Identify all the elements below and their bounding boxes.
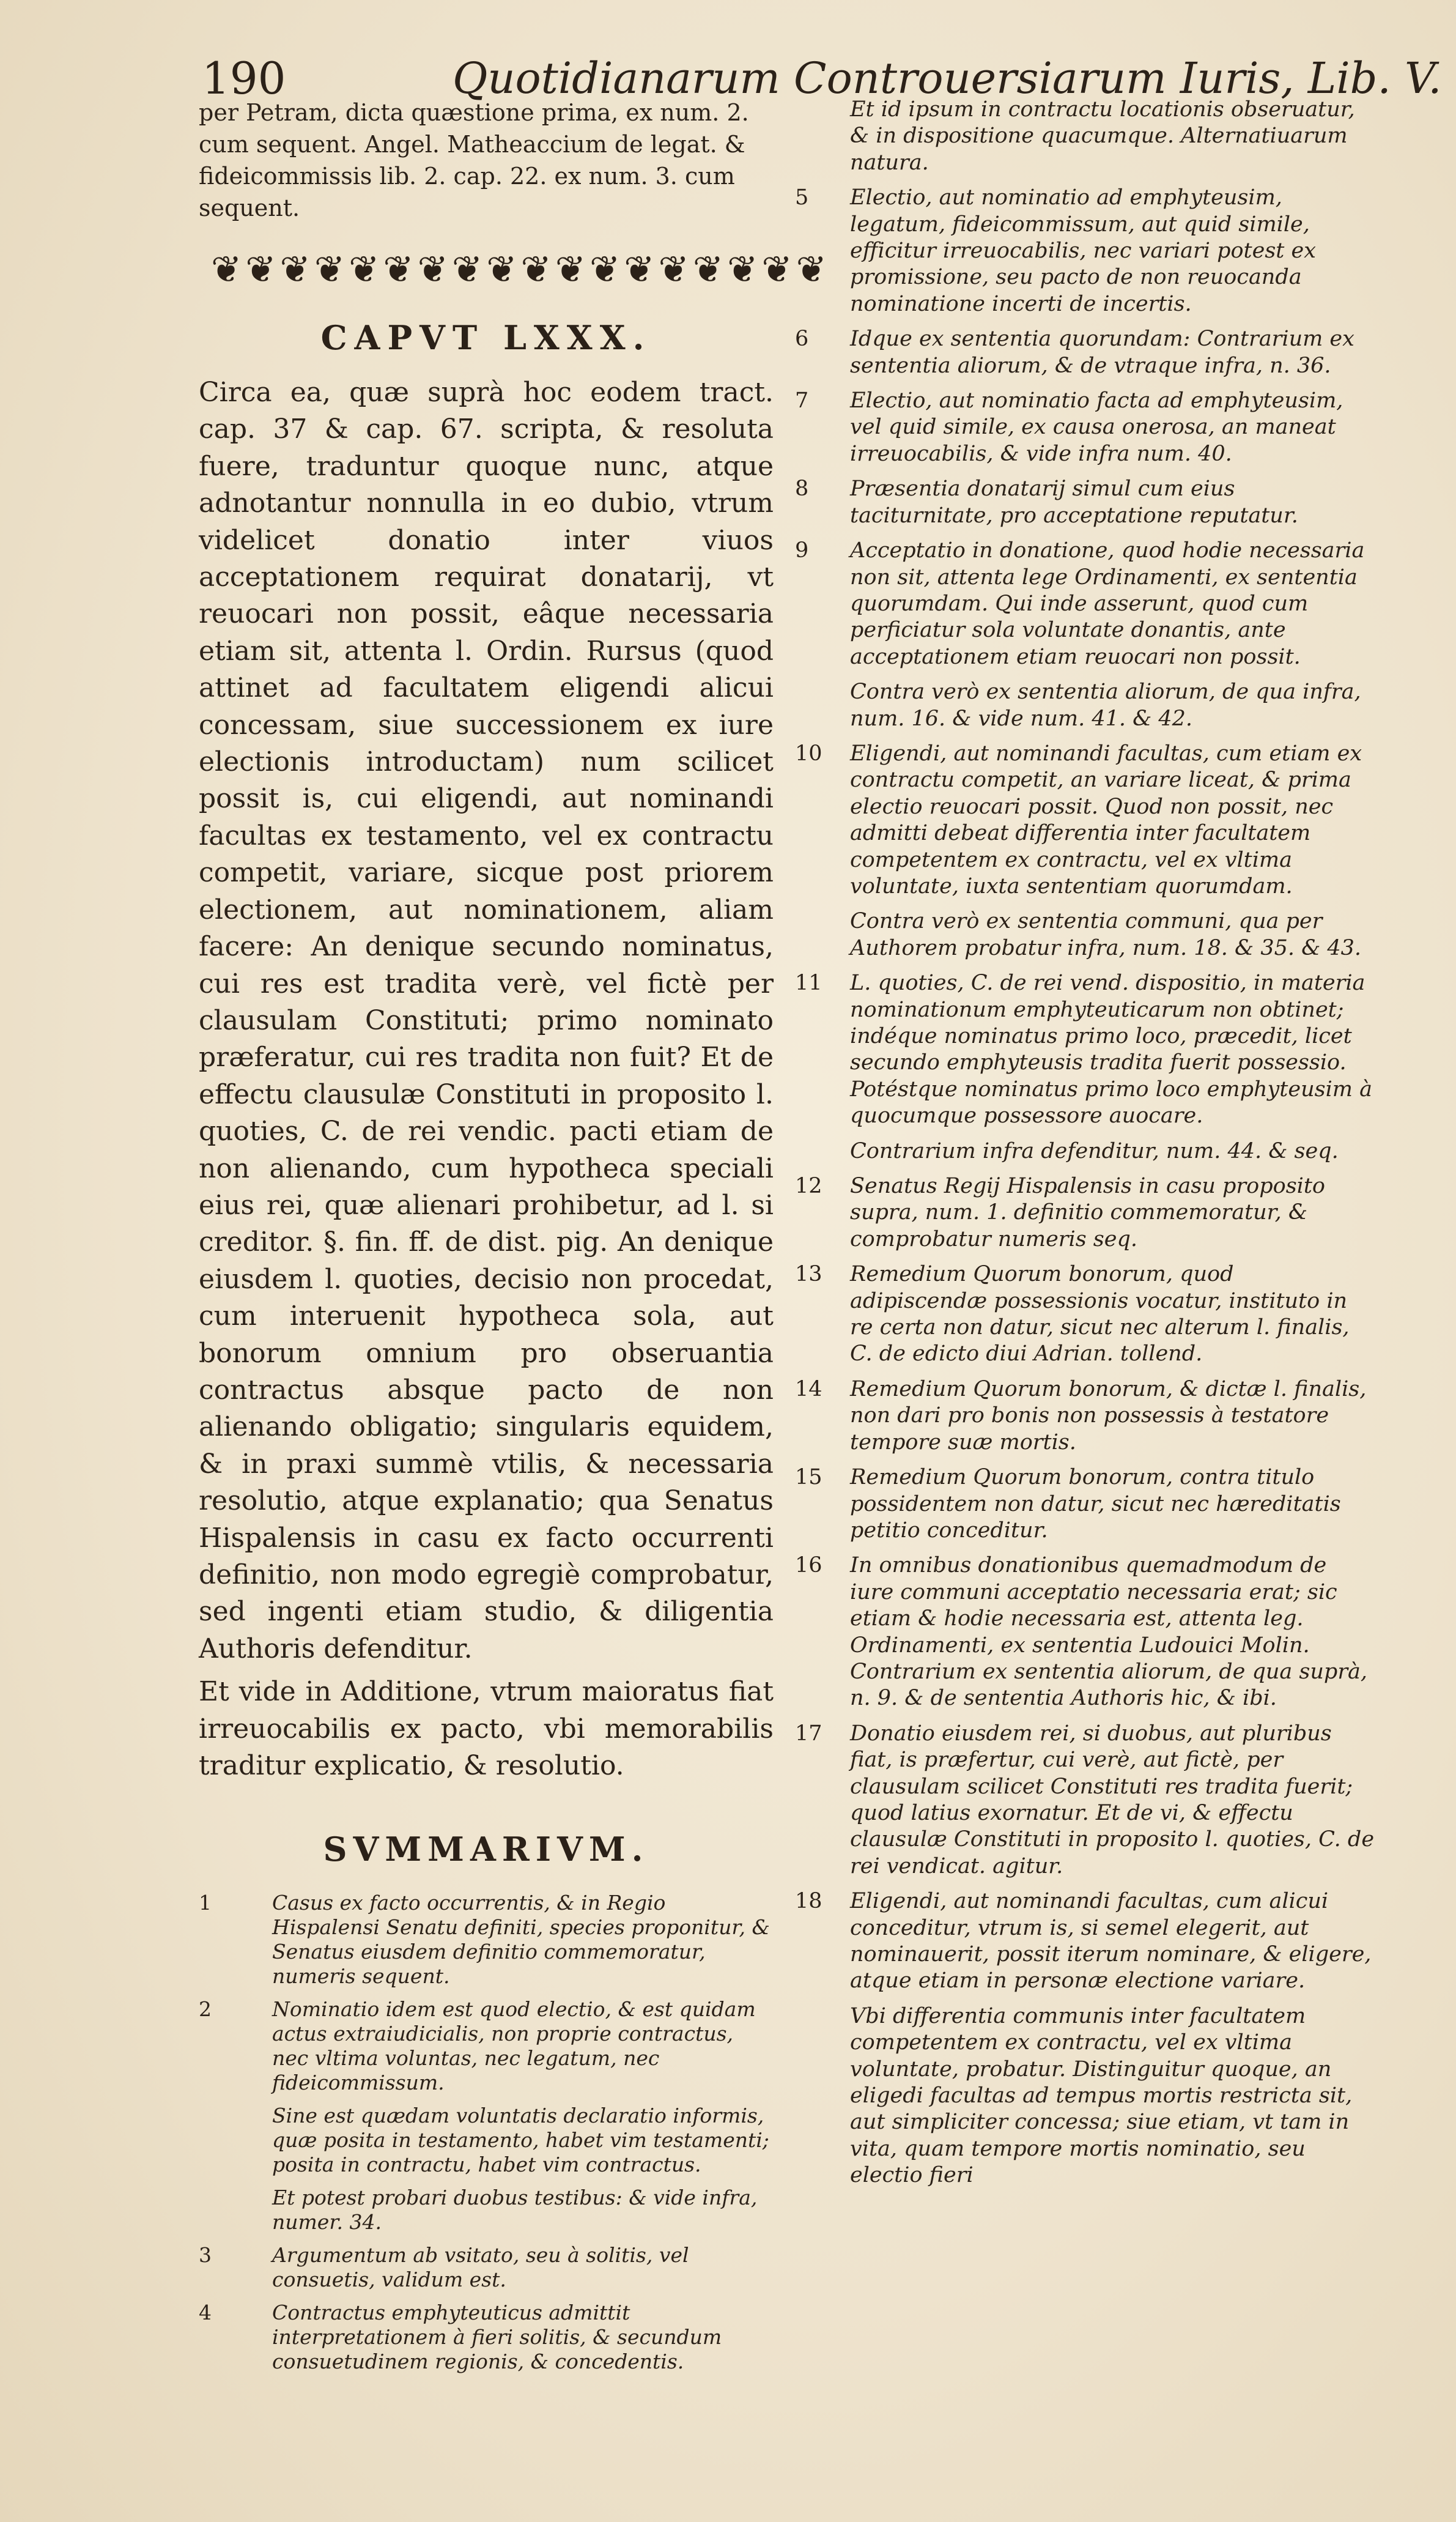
summary-item-number: 16 [795,1553,822,1578]
summary-item-text: Nominatio idem est quod electio, & est quidam actus extraiudicialis, non proprie contractus, nec vltima voluntas, nec legatum, nec fideicommissum. [272,1997,756,2095]
summary-item-number: 9 [795,538,809,563]
summary-item-text: Vbi differentia communis inter facultatem competentem ex contractu, vel ex vltima voluntate, probatur. Distinguitur quoque, an eligedi facultas ad tempus mortis restricta sit, aut simpliciter concessa; siue etiam, vt tam in vita, quam tempore mortis nominatio, seu electio fieri [850,2003,1353,2188]
summary-item-text: Contractus emphyteuticus admittit interpretationem à fieri solitis, & secundum consuetudinem regionis, & concedentis. [272,2301,722,2374]
summary-list-right [795,97,1376,2189]
summary-item-number: 8 [795,477,809,502]
summary-item-text: Remedium Quorum bonorum, contra titulo possidentem non datur, sicut nec hæreditatis petitio conceditur. [850,1465,1341,1543]
summary-item-text: In omnibus donationibus quemadmodum de iure communi acceptatio necessaria erat; sic etiam & hodie necessaria est, attenta leg. Ordinamenti, ex sententia Ludouici Molin. Contrarium ex sententia aliorum, de qua suprà, n. 9. & de sententia Authoris hic, & ibi. [850,1553,1368,1711]
summary-item-text: Eligendi, aut nominandi facultas, cum alicui conceditur, vtrum is, si semel elegerit, aut nominauerit, possit iterum nominare, & eligere, atque etiam in personæ electione variare. [850,1889,1372,1993]
summary-item [795,1552,1376,1712]
summary-item-text: Casus ex facto occurrentis, & in Regio Hispalensi Senatu definiti, species proponitur, & Senatus eiusdem definitio commemoratur, numeris sequent. [272,1891,770,1989]
summary-item-text: Eligendi, aut nominandi facultas, cum etiam ex contractu competit, an variare liceat, & prima electio reuocari possit. Quod non possit, nec admitti debeat differentia inter facultatem competentem ex contractu, vel ex vltima voluntate, iuxta sententiam quorumdam. [850,741,1362,899]
summary-item [795,326,1376,379]
summary-item [199,2186,774,2235]
summary-item [199,2301,774,2374]
ornament-divider: ❦❦❦❦❦❦❦❦❦❦❦❦❦❦❦❦❦❦ [211,248,830,291]
summary-item-text: Præsentia donatarij simul cum eius taciturnitate, pro acceptatione reputatur. [850,477,1298,528]
summary-item-text: Remedium Quorum bonorum, & dictæ l. finalis, non dari pro bonis non possessis à testatore tempore suæ mortis. [850,1376,1367,1455]
chapter-heading: CAPVT LXXX. [320,318,652,357]
summary-item-number: 11 [795,971,822,996]
summary-item [795,185,1376,317]
summary-item-number: 14 [795,1376,822,1401]
summary-list-left [199,1891,774,2374]
summary-item-text: Donatio eiusdem rei, si duobus, aut pluribus fiat, is præfertur, cui verè, aut fictè, per clausulam scilicet Constituti res tradita fuerit; quod latius exornatur. Et de vi, & effectu clausulæ Constituti in proposito l. quoties, C. de rei vendicat. agitur. [850,1721,1375,1879]
summary-item [795,970,1376,1129]
summary-item [795,1376,1376,1456]
running-title: Quotidianarum Controuersiarum Iuris, Lib. V. [453,53,1442,103]
summary-item [795,476,1376,529]
summary-item [795,538,1376,670]
summary-item-text: Remedium Quorum bonorum, quod adipiscendæ possessionis vocatur, instituto in re certa non datur, sicut nec alterum l. finalis, C. de edicto diui Adrian. tollend. [850,1262,1350,1367]
summary-item-number: 12 [795,1174,822,1199]
summary-item [795,2003,1376,2189]
summary-item [199,2243,774,2292]
summary-item-text: Idque ex sententia quorundam: Contrarium ex sententia aliorum, & de vtraque infra, n. 36. [850,327,1354,378]
summary-item-text: Argumentum ab vsitato, seu à solitis, vel consuetis, validum est. [272,2243,689,2292]
summary-item-number: 3 [199,2243,212,2268]
summary-item [795,908,1376,962]
right-column [795,97,1376,2198]
summary-item-text: Acceptatio in donatione, quod hodie necessaria non sit, attenta lege Ordinamenti, ex sententia quorumdam. Qui inde asserunt, quod cum perficiatur sola voluntate donantis, ante acceptationem etiam reuocari non possit. [850,538,1365,669]
intro-paragraph: per Petram, dicta quæstione prima, ex num. 2. cum sequent. Angel. Matheaccium de legat. & fideicommissis lib. 2. cap. 22. ex num. 3. cum sequent. [199,99,749,221]
summary-item [795,1173,1376,1253]
summary-item-number: 7 [795,388,809,414]
summary-item [795,1261,1376,1368]
chapter-argument: Circa ea, quæ suprà hoc eodem tract. cap. 37 & cap. 67. scripta, & resoluta fuere, traduntur quoque nunc, atque adnotantur nonnulla in eo dubio, vtrum videlicet donatio inter viuos acceptationem requirat donatarij, vt reuocari non possit, eâque necessaria etiam sit, attenta l. Ordin. Rursus (quod attinet ad facultatem eligendi alicui concessam, siue successionem ex iure electionis introductam) num scilicet possit is, cui eligendi, aut nominandi facultas ex testamento, vel ex contractu competit, variare, sicque post priorem electionem, aut nominationem, aliam facere: An denique secundo nominatus, cui res est tradita verè, vel fictè per clausulam Constituti; primo nominato præferatur, cui res tradita non fuit? Et de effectu clausulæ Constituti in proposito l. quoties, C. de rei vendic. pacti etiam de non alienando, cum hypotheca speciali eius rei, quæ alienari prohibetur, ad l. si creditor. §. fin. ff. de dist. pig. An denique eiusdem l. quoties, decisio non procedat, cum interuenit hypotheca sola, aut bonorum omnium pro obseruantia contractus absque pacto de non alienando obligatio; singularis equidem, & in praxi summè vtilis, & necessaria resolutio, atque explanatio; qua Senatus Hispalensis in casu ex facto occurrenti definitio, non modo egregiè comprobatur, sed ingenti etiam studio, & diligentia Authoris defenditur. [199,377,774,1664]
summary-item-number: 4 [199,2301,212,2325]
summary-item-number: 1 [199,1891,212,1915]
addition-note: Et vide in Additione, vtrum maioratus fiat irreuocabilis ex pacto, vbi memorabilis traditur explicatio, & resolutio. [199,1676,774,1782]
summary-heading: SVMMARIVM. [323,1830,649,1869]
summary-item-number: 18 [795,1889,822,1914]
summary-item [795,388,1376,467]
summary-item [795,679,1376,732]
summary-item-text: Contra verò ex sententia communi, qua per Authorem probatur infra, num. 18. & 35. & 43. [850,909,1362,960]
summary-item-text: Electio, aut nominatio ad emphyteusim, legatum, fideicommissum, aut quid simile, efficitur irreuocabilis, nec variari potest ex promissione, seu pacto de non reuocanda nominatione incerti de incertis. [850,185,1316,316]
summary-item-number: 2 [199,1997,212,2022]
summary-item-text: Senatus Regij Hispalensis in casu proposito supra, num. 1. definitio commemoratur, & comprobatur numeris seq. [850,1174,1326,1252]
summary-item-number: 10 [795,741,822,766]
summary-item-number: 13 [795,1262,822,1287]
summary-item [199,2104,774,2177]
summary-item [795,1464,1376,1544]
summary-item-text: Contrarium infra defenditur, num. 44. & seq. [850,1138,1339,1163]
summary-item [795,1138,1376,1165]
summary-item-number: 6 [795,327,809,352]
summary-item [795,1721,1376,1880]
summary-item-number: 15 [795,1465,822,1490]
page-number: 190 [202,53,286,104]
summary-item-text: Sine est quædam voluntatis declaratio informis, quæ posita in testamento, habet vim testamenti; posita in contractu, habet vim contractus. [272,2104,769,2177]
summary-item-text: Et id ipsum in contractu locationis obseruatur, & in dispositione quacumque. Alternatiuarum natura. [850,97,1355,175]
summary-item-text: Et potest probari duobus testibus: & vide infra, numer. 34. [272,2186,758,2235]
summary-item-text: L. quoties, C. de rei vend. dispositio, in materia nominationum emphyteuticarum non obtinet; indéque nominatus primo loco, præcedit, licet secundo emphyteusis tradita fuerit possessio. Potéstque nominatus primo loco emphyteusim à quocumque possessore auocare. [850,971,1372,1129]
summary-item-number: 5 [795,185,809,210]
summary-item [199,1997,774,2095]
summary-item-text: Contra verò ex sententia aliorum, de qua infra, num. 16. & vide num. 41. & 42. [850,680,1361,731]
summary-item [795,97,1376,176]
summary-item [795,1888,1376,1995]
summary-item-text: Electio, aut nominatio facta ad emphyteusim, vel quid simile, ex causa onerosa, an maneat irreuocabilis, & vide infra num. 40. [850,388,1343,466]
summary-item-number: 17 [795,1721,822,1746]
summary-item [795,741,1376,900]
summary-item [199,1891,774,1989]
